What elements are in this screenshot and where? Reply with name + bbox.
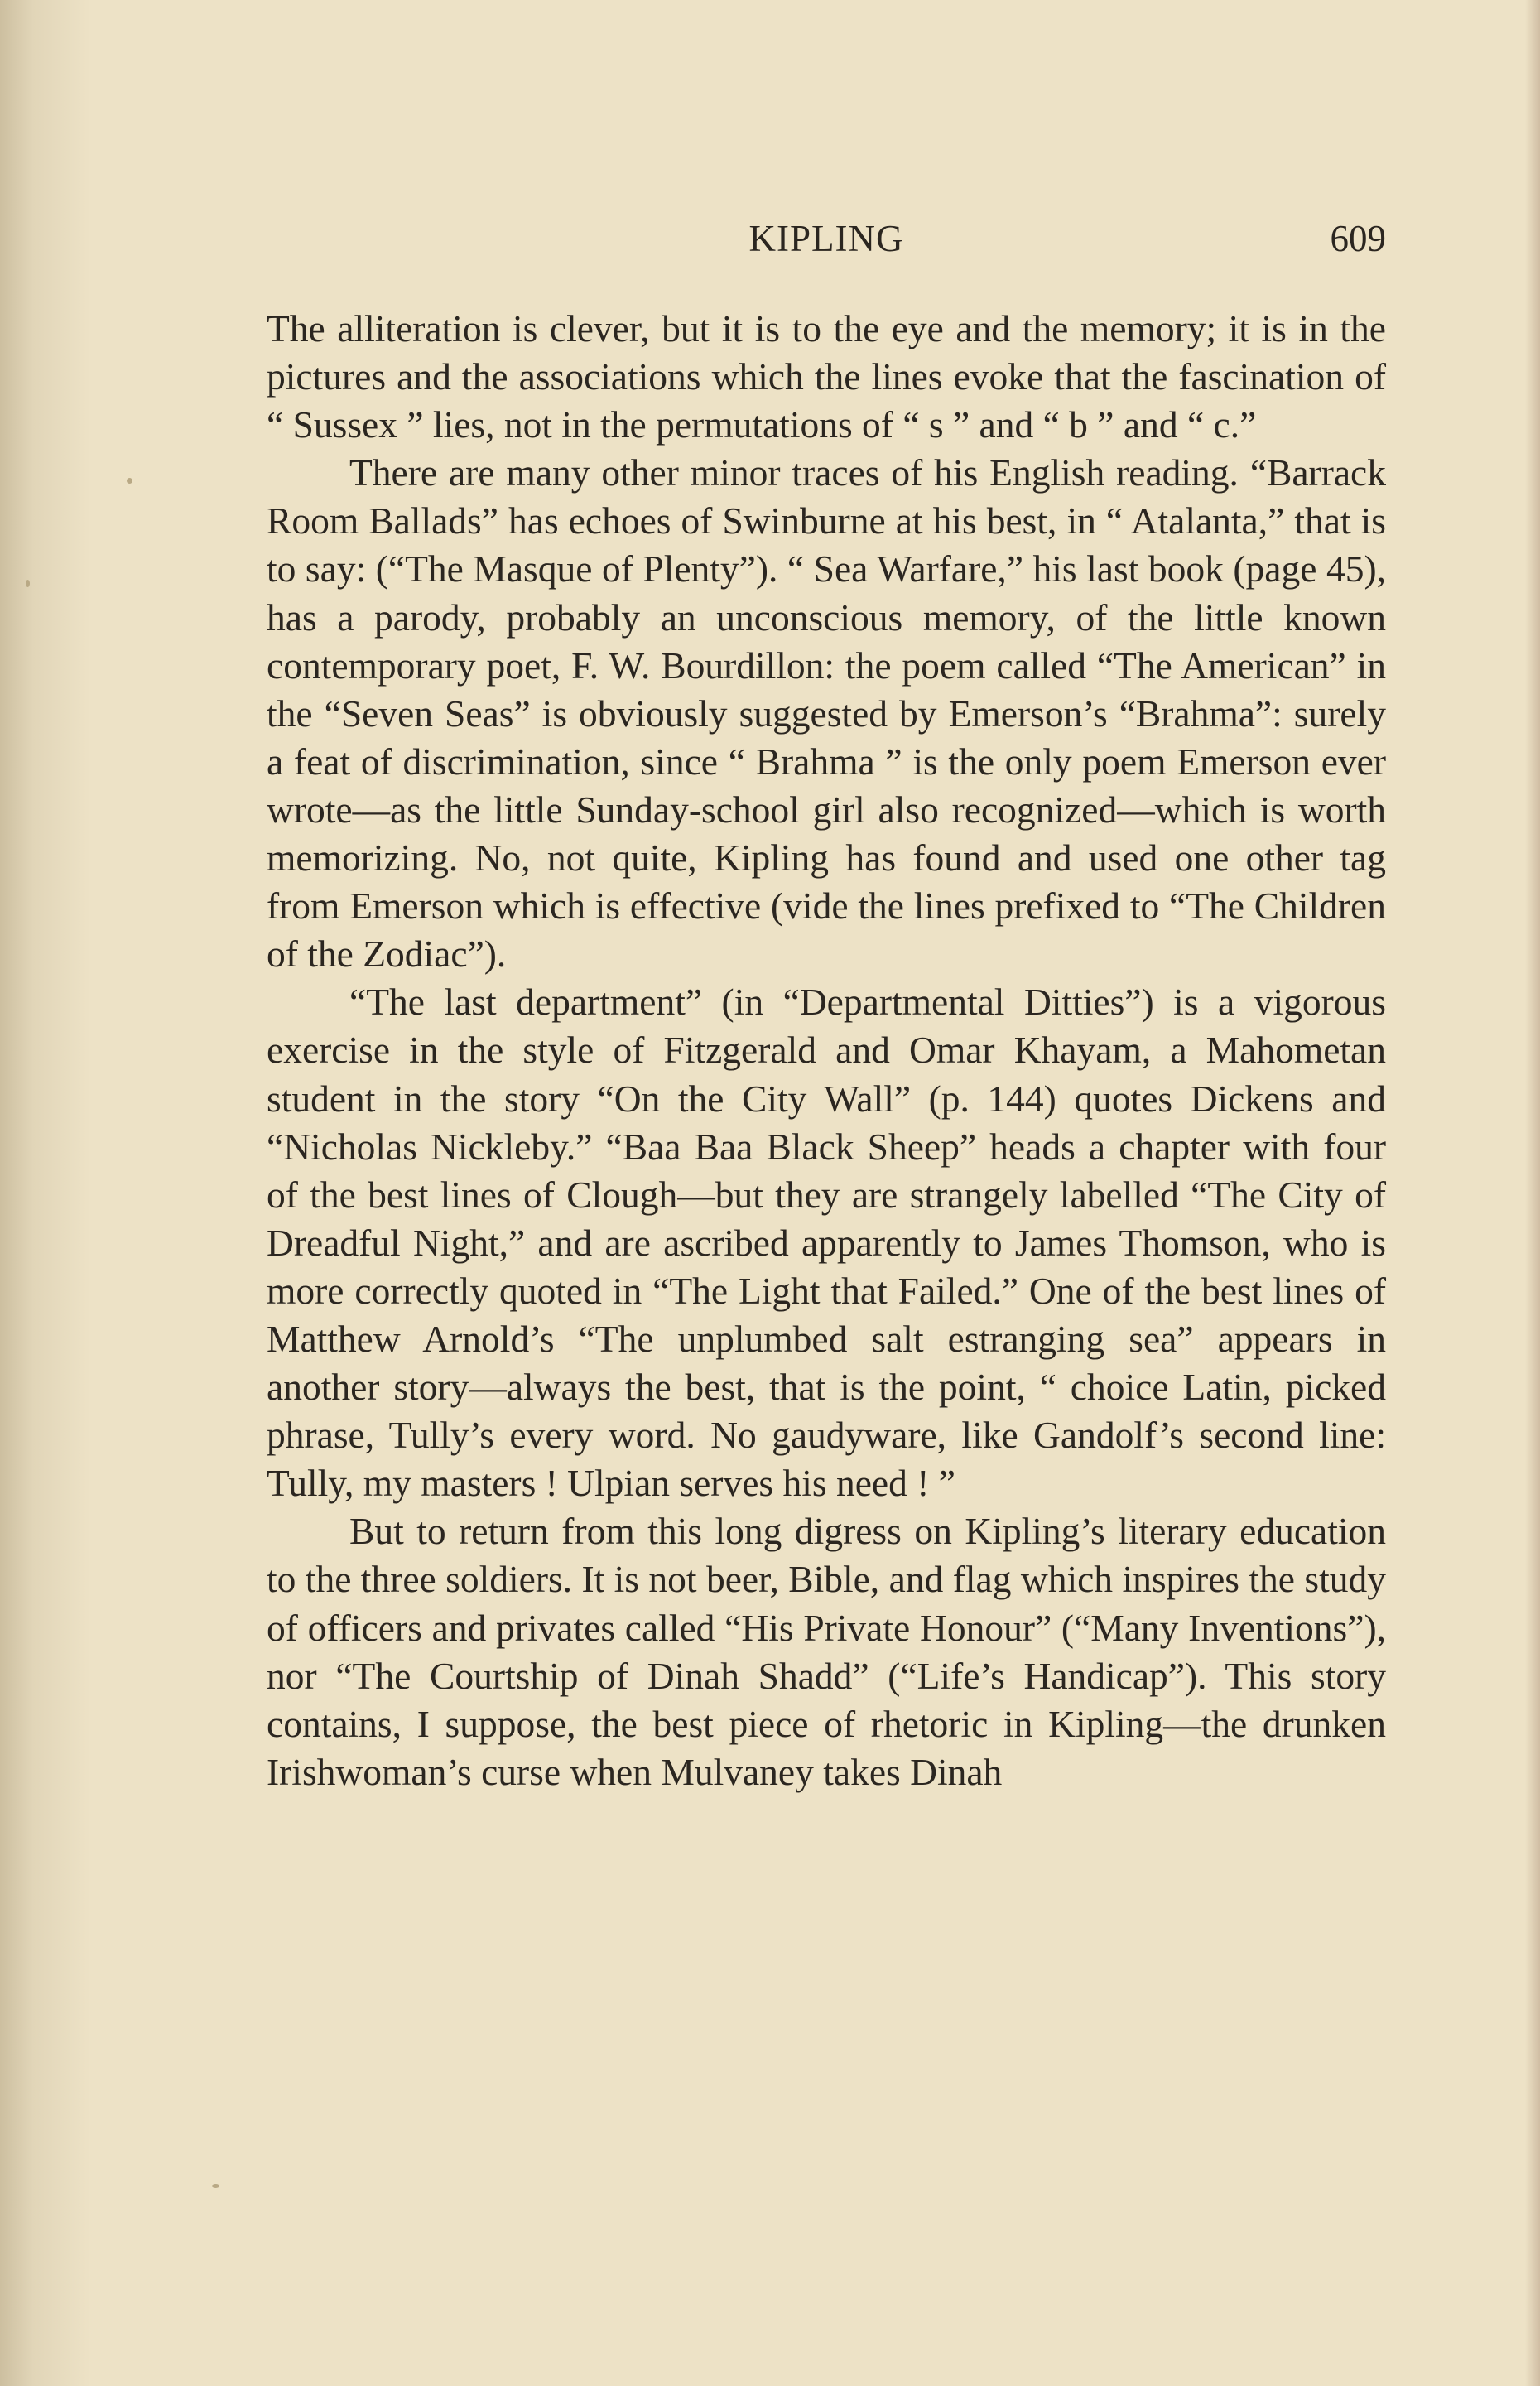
running-header xyxy=(267,217,1386,275)
body-text xyxy=(267,305,1386,1796)
paragraph: “The last department” (in “Departmental Ditties”) is a vigorous exercise in the style of Fitzgerald and Omar Khayam, a Mahometan student in the story “On the City Wall” (p. 144) quotes Dickens and “Nicholas Nickleby.” “Baa Baa Black Sheep” heads a chapter with four of the best lines of Clough—but they are strangely labelled “The City of Dreadful Night,” and are ascribed apparently to James Thomson, who is more correctly quoted in “The Light that Failed.” One of the best lines of Matthew Arnold’s “The unplumbed salt estranging sea” appears in another story—always the best, that is the point, “ choice Latin, picked phrase, Tully’s every word. No gaudyware, like Gandolf’s second line: Tully, my masters ! Ulpian serves his need ! ” xyxy=(267,981,1386,1505)
margin-speck xyxy=(26,580,30,587)
page-number: 609 xyxy=(1330,218,1386,259)
paragraph: There are many other minor traces of his English reading. “Barrack Room Ballads” has echoes of Swinburne at his best, in “ Atalanta,” that is to say: (“The Masque of Plenty”). “ Sea Warfare,” his last book (page 45), has a parody, probably an unconscious memory, of the little known contemporary poet, F. W. Bourdillon: the poem called “The American” in the “Seven Seas” is obviously suggested by Emerson’s “Brahma”: surely a feat of discrimination, since “ Brahma ” is the only poem Emerson ever wrote—as the little Sunday-school girl also recognized—which is worth memorizing. No, not quite, Kipling has found and used one other tag from Emerson which is effective (vide the lines prefixed to “The Children of the Zodiac”). xyxy=(267,451,1386,976)
running-title: KIPLING xyxy=(748,218,904,259)
margin-speck xyxy=(127,478,132,484)
paragraph: The alliteration is clever, but it is to the eye and the memory; it is in the pictures and the associations which the lines evoke that the fascination of “ Sussex ” lies, not in the permutations of “ s ” and “ b ” and “ c.” xyxy=(267,307,1386,446)
paragraph: But to return from this long digress on Kipling’s literary education to the three soldiers. It is not beer, Bible, and flag which inspires the study of officers and privates called “His Private Honour” (“Many Inventions”), nor “The Courtship of Dinah Shadd” (“Life’s Handicap”). This story contains, I suppose, the best piece of rhetoric in Kipling—the drunken Irishwoman’s curse when Mulvaney takes Dinah xyxy=(267,1510,1386,1793)
margin-speck xyxy=(212,2184,219,2188)
